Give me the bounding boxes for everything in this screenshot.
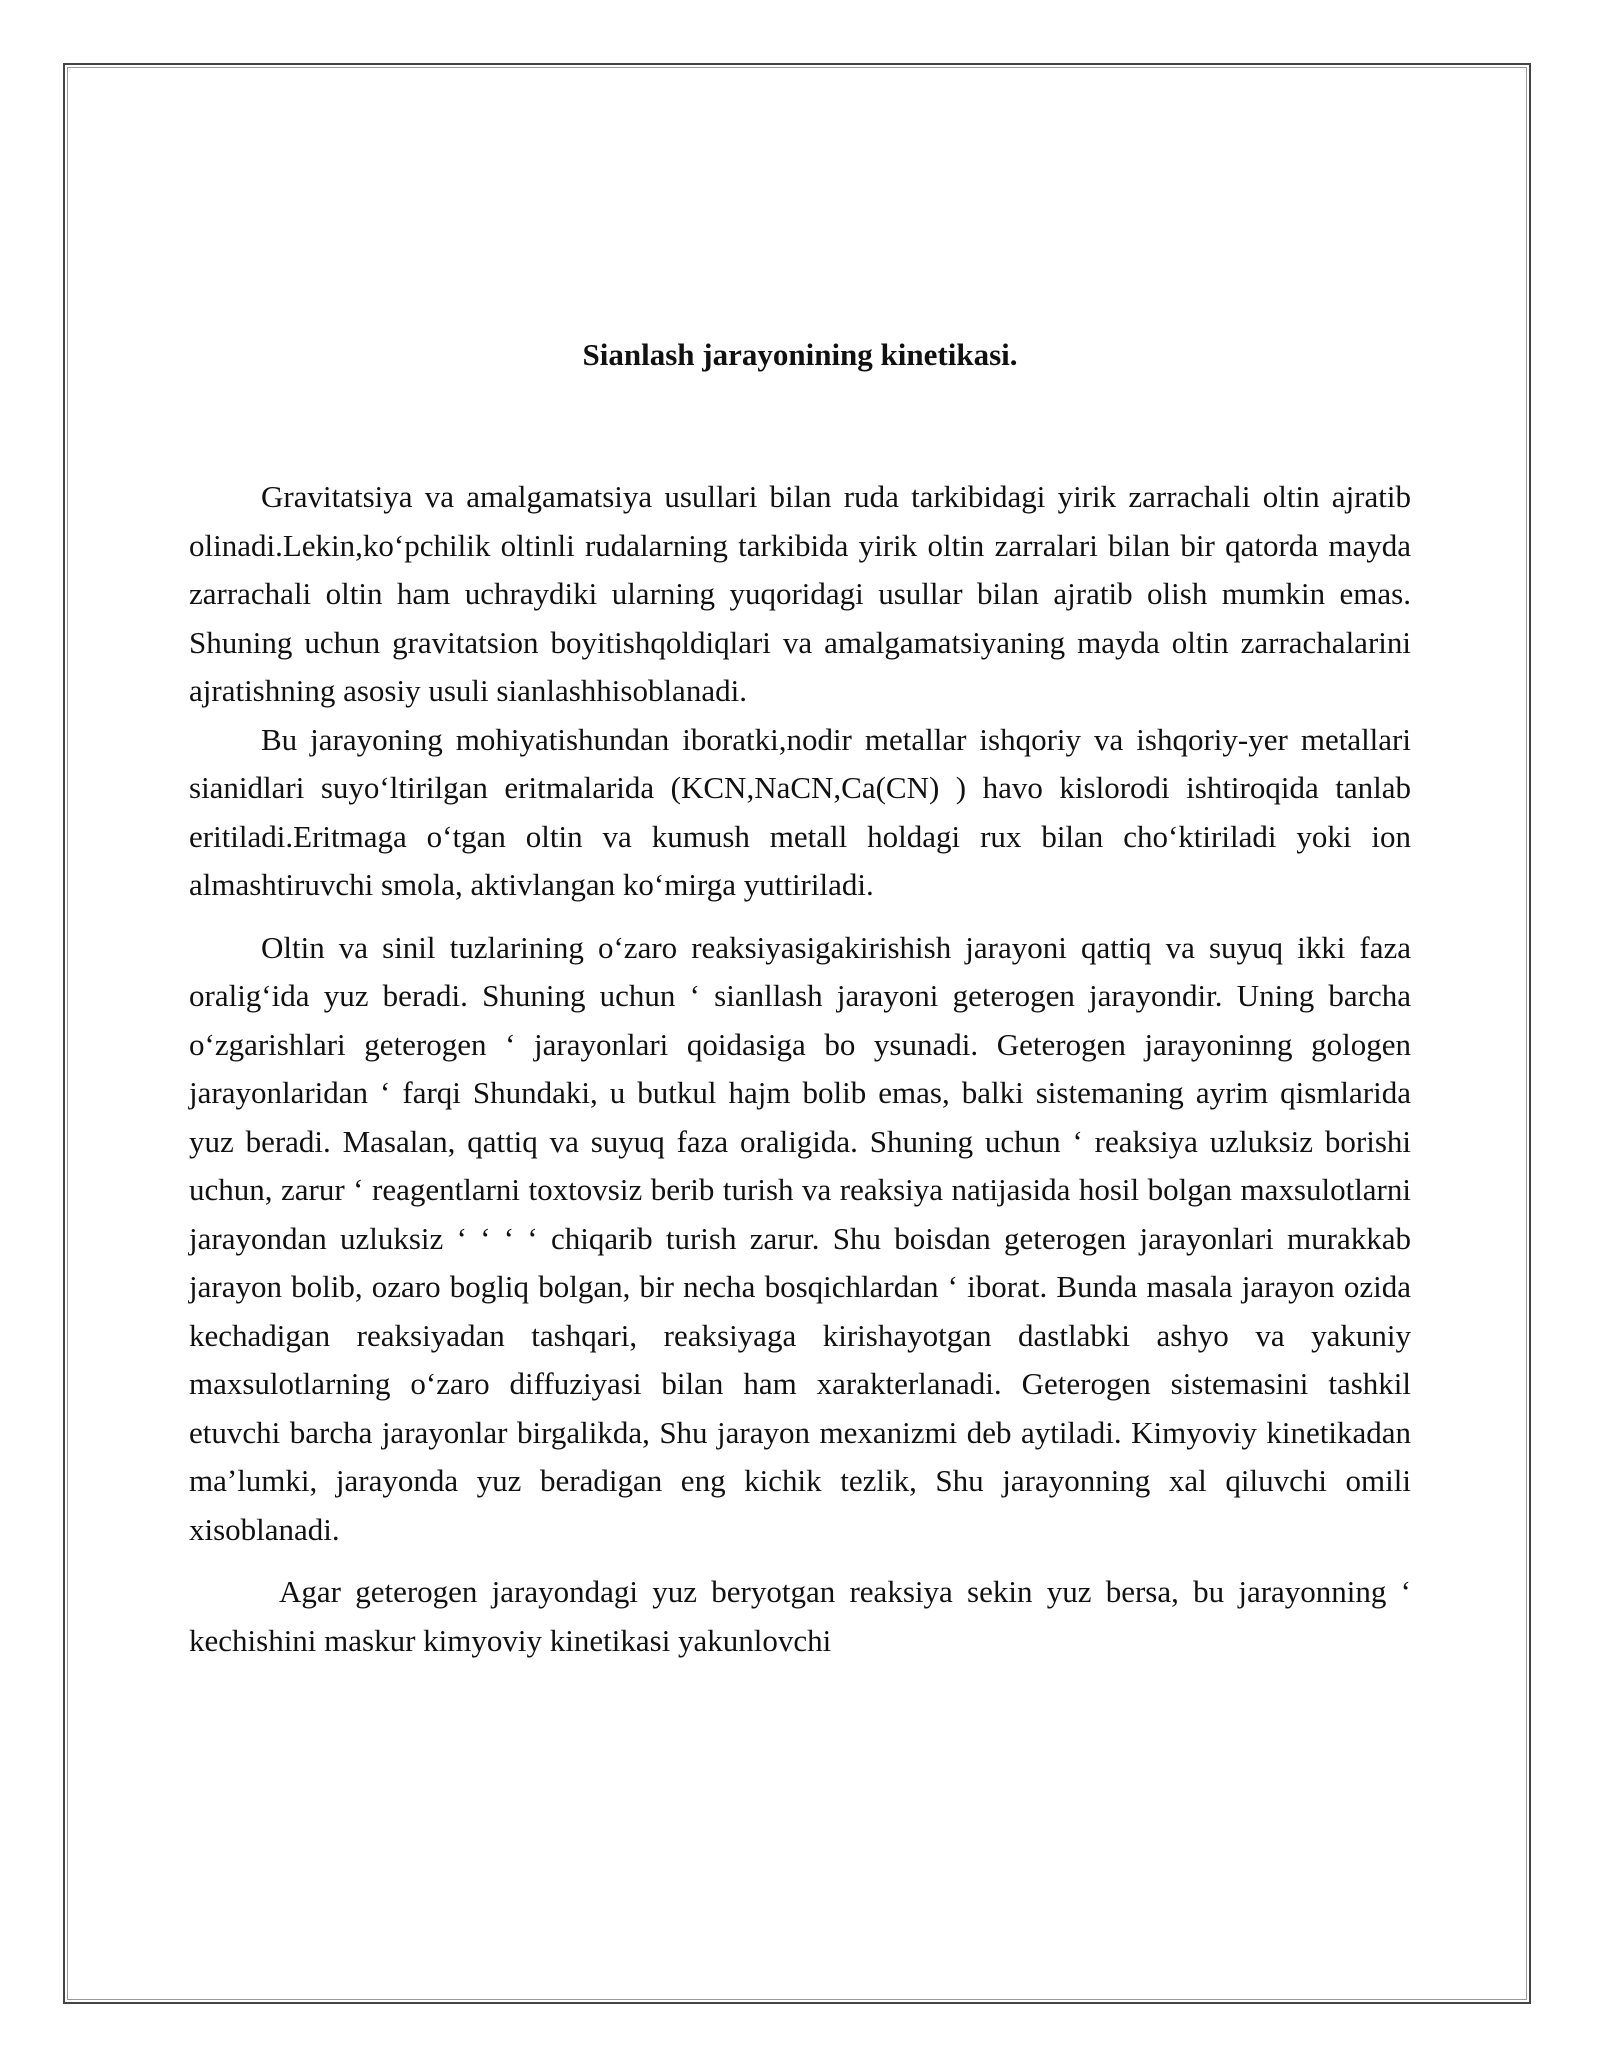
document-title: Sianlash jarayonining kinetikasi. bbox=[582, 337, 1018, 372]
document-body bbox=[189, 473, 1411, 1665]
paragraph-4: Agar geterogen jarayondagi yuz beryotgan reaksiya sekin yuz bersa, bu jarayonning ʻ kechishini maskur kimyoviy kinetikasi yakunlovchi bbox=[189, 1574, 1411, 1658]
paragraph-1: Gravitatsiya va amalgamatsiya usullari bilan ruda tarkibidagi yirik zarrachali oltin ajratib olinadi.Lekin,koʻpchilik oltinli rudalarning tarkibida yirik oltin zarralari bilan bir qatorda mayda zarrachali oltin ham uchraydiki ularning yuqoridagi usullar bilan ajratib olish mumkin emas. Shuning uchun gravitatsion boyitishqoldiqlari va amalgamatsiyaning mayda oltin zarrachalarini ajratishning asosiy usuli sianlashhisoblanadi. bbox=[189, 479, 1411, 708]
paragraph-3: Oltin va sinil tuzlarining oʻzaro reaksiyasigakirishish jarayoni qattiq va suyuq ikki faza oraligʻida yuz beradi. Shuning uchun ʻ sianllash jarayoni geterogen jarayondir. Uning barcha oʻzgarishlari geterogen ʻ jarayonlari qoidasiga bo ysunadi. Geterogen jarayoninng gologen jarayonlaridan ʻ farqi Shundaki, u butkul hajm bolib emas, balki sistemaning ayrim qismlarida yuz beradi. Masalan, qattiq va suyuq faza oraligida. Shuning uchun ʻ reaksiya uzluksiz borishi uchun, zarur ʻ reagentlarni toxtovsiz berib turish va reaksiya natijasida hosil bolgan maxsulotlarni jarayondan uzluksiz ʻ ʻ ʻ ʻ chiqarib turish zarur. Shu boisdan geterogen jarayonlari murakkab jarayon bolib, ozaro bogliq bolgan, bir necha bosqichlardan ʻ iborat. Bunda masala jarayon ozida kechadigan reaksiyadan tashqari, reaksiyaga kirishayotgan dastlabki ashyo va yakuniy maxsulotlarning oʻzaro diffuziyasi bilan ham xarakterlanadi. Geterogen sistemasini tashkil etuvchi barcha jarayonlar birgalikda, Shu jarayon mexanizmi deb aytiladi. Kimyoviy kinetikadan maʼlumki, jarayonda yuz beradigan eng kichik tezlik, Shu jarayonning xal qiluvchi omili xisoblanadi. bbox=[189, 929, 1411, 1547]
paragraph-2: Bu jarayoning mohiyatishundan iboratki,nodir metallar ishqoriy va ishqoriy-yer metallari sianidlari suyoʻltirilgan eritmalarida (KCN,NaCN,Ca(CN) ) havo kislorodi ishtiroqida tanlab eritiladi.Eritmaga oʻtgan oltin va kumush metall holdagi rux bilan choʻktiriladi yoki ion almashtiruvchi smola, aktivlangan koʻmirga yuttiriladi. bbox=[189, 721, 1411, 902]
